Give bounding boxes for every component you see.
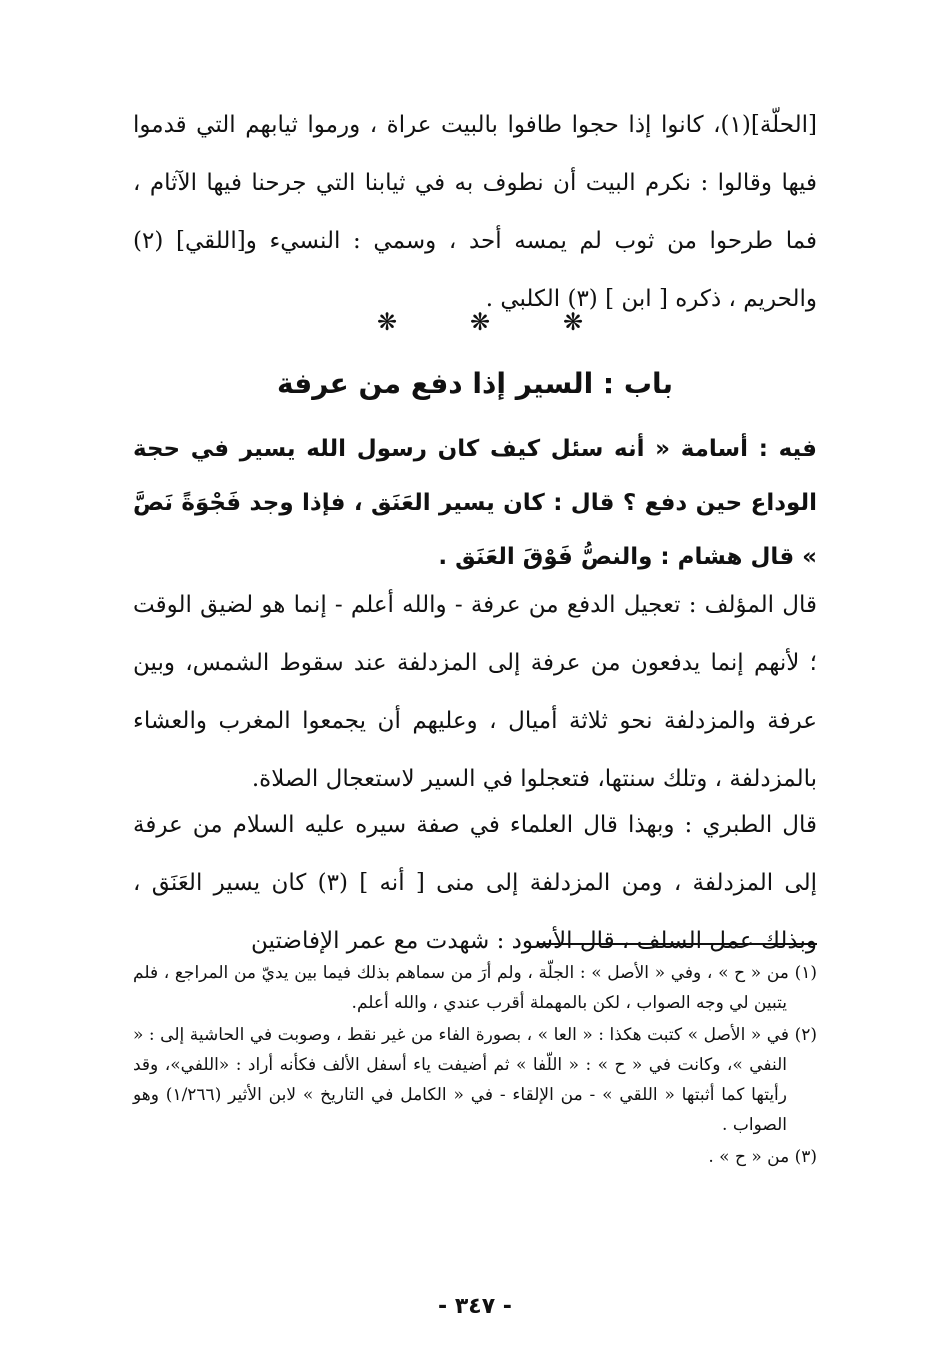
hadith-text: فيه : أسامة « أنه سئل كيف كان رسول الله يسير في حجة الوداع حين دفع ؟ قال : كان يسير العَنَق ، فإذا وجد فَجْوَةً نَصَّ » قال هشام : والنصُّ فَوْقَ العَنَق . <box>133 436 817 570</box>
star-ornament-icon: ❋ <box>376 308 398 336</box>
footnote-2: (٢) في « الأصل » كتبت هكذا : « العا » ، بصورة الفاء من غير نقط ، وصوبت في الحاشية إلى : « النفي »، وكانت في « ح » : « اللّفا » ثم أضيفت ياء أسفل الألف فكأنه أراد : «اللفي»، وقد رأيتها كما أثبتها « اللقي » - من الإلقاء - في « الكامل في التاريخ » لابن الأثير (١/٢٦٦) وهو الصواب . <box>133 1025 817 1135</box>
paragraph-opening: [الحلّة](١)، كانوا إذا حجوا طافوا بالبيت عراة ، ورموا ثيابهم التي قدموا فيها وقالوا : نكرم البيت أن نطوف به في ثيابنا التي جرحنا فيها الآثام ، فما طرحوا من ثوب لم يمسه أحد ، وسمي : النسيء و[اللقي] (٢) والحريم ، ذكره [ ابن ] (٣) الكلبي . <box>133 112 817 312</box>
footnotes <box>133 958 817 1174</box>
star-ornament-icon: ❋ <box>562 308 584 336</box>
paragraph-author-commentary: قال المؤلف : تعجيل الدفع من عرفة - والله أعلم - إنما هو لضيق الوقت ؛ لأنهم إنما يدفعون من عرفة إلى المزدلفة عند سقوط الشمس، وبين عرفة والمزدلفة نحو ثلاثة أميال ، وعليهم أن يجمعوا المغرب والعشاء بالمزدلفة ، وتلك سنتها، فتعجلوا في السير لاستعجال الصلاة. <box>133 592 817 792</box>
paragraph-tabari: قال الطبري : وبهذا قال العلماء في صفة سيره عليه السلام من عرفة إلى المزدلفة ، ومن المزدلفة إلى منى [ أنه ] (٣) كان يسير العَنَق ، وبذلك عمل السلف ، قال الأسود : شهدت مع عمر الإفاضتين <box>133 812 818 954</box>
footnote-divider <box>537 943 817 945</box>
chapter-title: باب : السير إذا دفع من عرفة <box>276 367 674 400</box>
footnote-1: (١) من « ح » ، وفي « الأصل » : الجلّة ، ولم أرَ من سماهم بذلك فيما بين يديّ من المراجع ، فلم يتبين لي وجه الصواب ، لكن بالمهملة أقرب عندي ، والله أعلم. <box>133 963 817 1013</box>
section-separator <box>370 305 590 339</box>
page-number: - ٣٤٧ - <box>438 1294 512 1319</box>
footnote-3: (٣) من « ح » . <box>708 1147 817 1167</box>
star-ornament-icon: ❋ <box>469 308 491 336</box>
